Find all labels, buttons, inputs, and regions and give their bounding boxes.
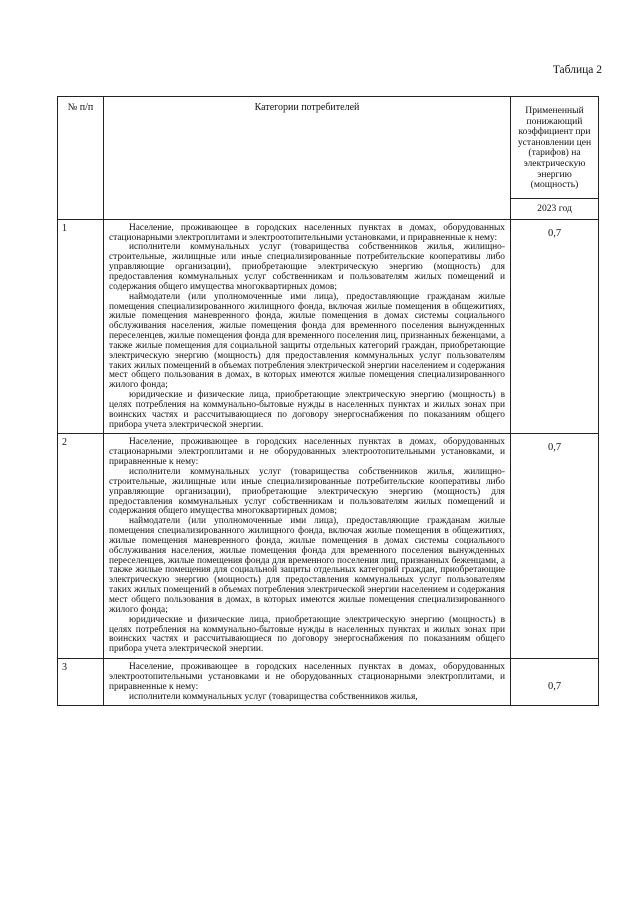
header-num: № п/п bbox=[58, 97, 104, 220]
category-paragraph: исполнители коммунальных услуг (товарищества собственников жилья, bbox=[129, 691, 418, 702]
category-paragraph: Население, проживающее в городских населенных пунктах в домах, оборудованных электроотопительными установками и не оборудованных стационарными электроплитами, и приравненные к нему: bbox=[109, 662, 505, 692]
table-row bbox=[58, 659, 599, 706]
category-paragraph: наймодатели (или уполномоченные ими лица), предоставляющие гражданам жилые помещения специализированного жилищного фонда, включая жилые помещения в общежитиях, жилые помещения маневренного фонда, жилые помещения в домах системы социального обслуживания населения, жилые помещения фонда для временного поселения вынужденных переселенцев, жилые помещения фонда для временного поселения лиц, признанных беженцами, а также жилые помещения для социальной защиты отдельных категорий граждан, приобретающие электрическую энергию (мощность) для предоставления коммунальных услуг пользователям таких жилых помещений в объемах потребления электрической энергии населением и содержания мест общего пользования в домах, в которых имеются жилые помещения специализированного жилого фонда; bbox=[109, 516, 505, 615]
header-category: Категории потребителей bbox=[104, 97, 511, 220]
category-paragraph: наймодатели (или уполномоченные ими лица), предоставляющие гражданам жилые помещения специализированного жилищного фонда, включая жилые помещения в общежитиях, жилые помещения маневренного фонда, жилые помещения в домах системы социального обслуживания населения, жилые помещения фонда для временного поселения вынужденных переселенцев, жилые помещения фонда для временного поселения лиц, признанных беженцами, а также жилые помещения для социальной защиты отдельных категорий граждан, приобретающие электрическую энергию (мощность) для предоставления коммунальных услуг пользователям таких жилых помещений в объемах потребления электрической энергии населением и содержания мест общего пользования в домах, в которых имеются жилые помещения специализированного жилого фонда; bbox=[109, 291, 505, 391]
category-paragraph: Население, проживающее в городских населенных пунктах в домах, оборудованных стационарными электроплитами и не оборудованных электроотопительными установками, и приравненные к нему: bbox=[109, 437, 505, 468]
header-year: 2023 год bbox=[511, 198, 599, 219]
category-cell bbox=[104, 434, 511, 659]
category-paragraph: юридические и физические лица, приобретающие электрическую энергию (мощность) в целях потребления на коммунально-бытовые нужды в населенных пунктах и жилых зонах при воинских частях и рассчитывающиеся по договору энергоснабжения по показаниям общего прибора учета электрической энергии. bbox=[109, 390, 505, 430]
table-row bbox=[58, 434, 599, 659]
header-row bbox=[58, 97, 599, 199]
category-paragraph: исполнители коммунальных услуг (товарищества собственников жилья, жилищно-строительные, жилищные или иные специализированные потребительские кооперативы либо управляющие организации), приобретающие электрическую энергию (мощность) для предоставления коммунальных услуг собственникам и пользователям жилых помещений и содержания общего имущества многоквартирных домов; bbox=[109, 242, 505, 292]
row-number: 2 bbox=[58, 434, 104, 659]
coefficient-value: 0,7 bbox=[511, 219, 599, 434]
category-paragraph: юридические и физические лица, приобретающие электрическую энергию (мощность) в целях потребления на коммунально-бытовые нужды в населенных пунктах и жилых зонах при воинских частях и рассчитывающиеся по договору энергоснабжения по показаниям общего прибора учета электрической энергии. bbox=[109, 614, 505, 655]
coefficient-value: 0,7 bbox=[511, 659, 599, 706]
row-number: 1 bbox=[58, 219, 104, 434]
table-caption: Таблица 2 bbox=[552, 64, 602, 76]
table-row bbox=[58, 219, 599, 434]
row-number: 3 bbox=[58, 659, 104, 706]
tariff-table bbox=[57, 96, 599, 706]
coefficient-value: 0,7 bbox=[511, 434, 599, 659]
category-paragraph: исполнители коммунальных услуг (товарищества собственников жилья, жилищно-строительные, жилищные или иные специализированные потребительские кооперативы либо управляющие организации), приобретающие электрическую энергию (мощность) для предоставления коммунальных услуг собственникам и пользователям жилых помещений и содержания общего имущества многоквартирных домов; bbox=[109, 467, 505, 517]
category-paragraph: Население, проживающее в городских населенных пунктах в домах, оборудованных стационарными электроплитами и электроотопительными установками, и приравненные к нему: bbox=[109, 222, 505, 243]
category-cell bbox=[104, 659, 511, 706]
category-cell bbox=[104, 219, 511, 434]
header-coefficient: Примененный понижающий коэффициент при установлении цен (тарифов) на электрическую энергию (мощность) bbox=[511, 97, 599, 199]
